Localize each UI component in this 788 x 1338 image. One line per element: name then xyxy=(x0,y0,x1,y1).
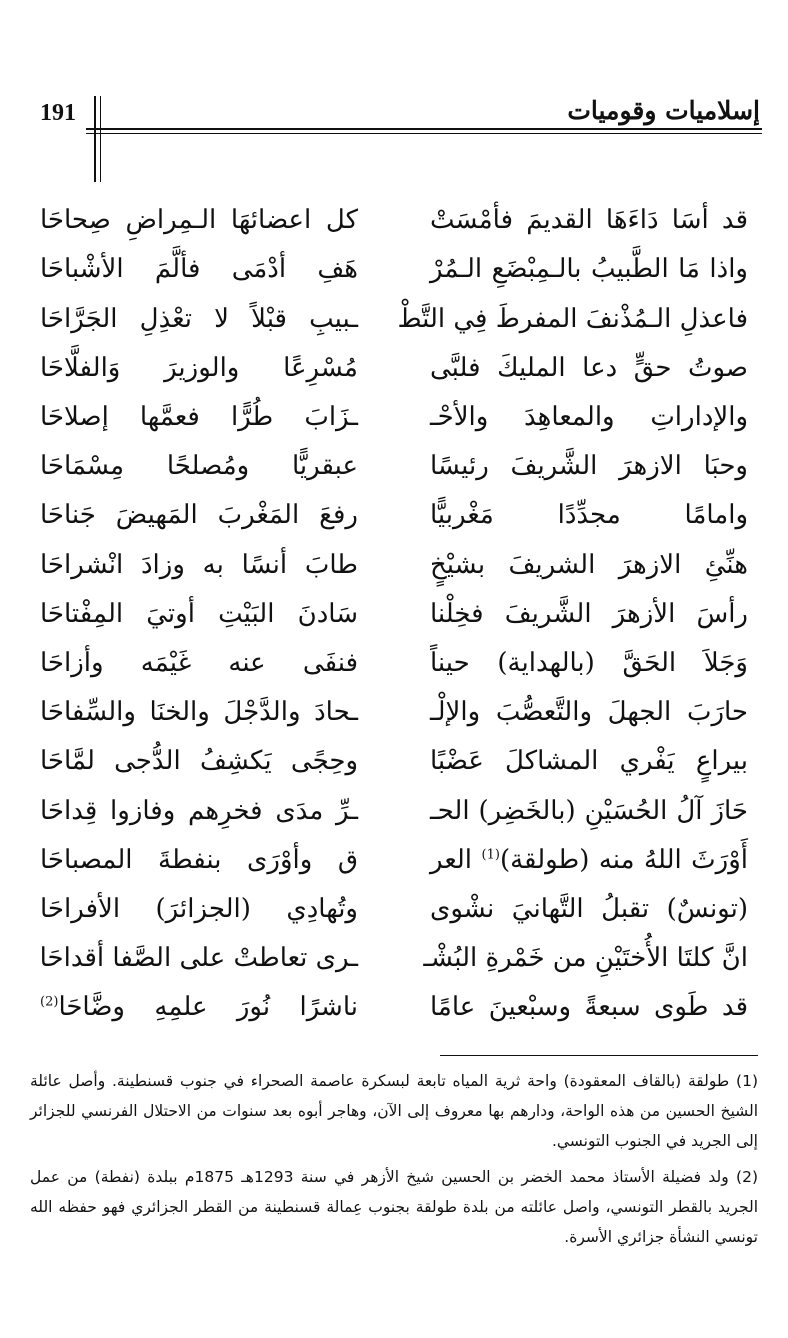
verse-first-hemistich: وحبَا الازهرَ الشَّريفَ رئيسًا xyxy=(430,451,748,482)
verse-first-hemistich: قد أسَا دَاءَهَا القديمَ فأمْسَتْ xyxy=(430,205,748,236)
verse xyxy=(40,688,748,737)
verse-first-hemistich: وَجَلاَ الحَقَّ (بالهداية) حيناً xyxy=(430,647,748,678)
verse-second-hemistich: كل اعضائهَا الـمِراضِ صِحاحَا xyxy=(40,205,358,236)
hemistich-text: ناشرًا نُورَ علمِهِ وضَّاحَا xyxy=(58,992,358,1023)
verse xyxy=(40,835,748,884)
verse-second-hemistich: ـرِّ مدَى فخرِهم وفازوا قِداحَا xyxy=(40,795,358,826)
verse xyxy=(40,344,748,393)
verse-second-hemistich: هَفِ أدْمَى فألَّمَ الأشْباحَا xyxy=(40,254,358,285)
hemistich-text-end: العر xyxy=(430,844,482,875)
verse xyxy=(40,934,748,983)
header-vertical-rule xyxy=(94,96,96,182)
verse xyxy=(40,196,748,245)
poem xyxy=(40,196,748,1032)
verse-second-hemistich: طابَ أنسًا به وزادَ انْشراحَا xyxy=(40,549,358,580)
verse-second-hemistich: عبقريًّا ومُصلحًا مِسْمَاحَا xyxy=(40,451,358,482)
verse xyxy=(40,491,748,540)
verse xyxy=(40,885,748,934)
verse-first-hemistich: والإداراتِ والمعاهِدَ والأحْـ xyxy=(430,402,748,433)
verse xyxy=(40,786,748,835)
verse-first-hemistich: فاعذلِ الـمُذْنفَ المفرطَ فِي التَّطْ xyxy=(397,303,748,334)
verse xyxy=(40,245,748,294)
verse-first-hemistich: قد طَوى سبعةً وسبْعينَ عامًا xyxy=(430,992,748,1023)
verse xyxy=(40,737,748,786)
verse-first-hemistich: (تونسٌ) تقبلُ التَّهانيَ نشْوى xyxy=(430,893,748,924)
verse-first-hemistich: رأسَ الأزهرَ الشَّريفَ فخِلْنا xyxy=(430,598,748,629)
verse-first-hemistich: وامامًا مجدِّدًا مَغْربيًّا xyxy=(430,500,748,531)
header-rule-thin xyxy=(86,133,762,134)
verse-second-hemistich: سَادنَ البَيْتِ أوتيَ المِفْتاحَا xyxy=(40,598,358,629)
verse-first-hemistich xyxy=(430,846,748,875)
verse xyxy=(40,639,748,688)
hemistich-text: أَوْرَثَ اللهُ منه (طولقة) xyxy=(499,844,748,875)
verse xyxy=(40,983,748,1032)
running-header-title: إسلاميات وقوميات xyxy=(567,96,760,125)
verse-first-hemistich: واذا مَا الطَّبيبُ بالـمِبْضَعِ الـمُرْ xyxy=(430,254,748,285)
verse-second-hemistich xyxy=(40,993,358,1022)
verse-second-hemistich: ـزَابَ طُرًّا فعمَّها إصلاحَا xyxy=(40,402,358,433)
verse-second-hemistich: ق وأوْرَى بنفطةَ المصباحَا xyxy=(40,844,358,875)
verse-second-hemistich: وتُهادِي (الجزائرَ) الأفراحَا xyxy=(40,893,358,924)
footnote-1: (1) طولقة (بالقاف المعقودة) واحة ثرية المياه تابعة لبسكرة عاصمة الصحراء في جنوب قسنطينة. وأصل عائلة الشيخ الحسين من هذه الواحة، ودارهم بها معروف إلى الآن، وهاجر أبوه بعد سنوات من الاحتلال الفرنسي للجزائر إلى الجريد في الجنوب التونسي. xyxy=(30,1072,758,1150)
verse xyxy=(40,393,748,442)
page-number: 191 xyxy=(40,100,76,126)
header-vertical-rule-thin xyxy=(100,96,101,182)
verse xyxy=(40,442,748,491)
verse-second-hemistich: ـرى تعاطتْ على الصَّفا أقداحَا xyxy=(39,943,358,974)
verse-first-hemistich: حَازَ آلُ الحُسَيْنِ (بالخَضِر) الحـ xyxy=(430,795,748,826)
footnote-separator xyxy=(440,1055,758,1056)
verse-first-hemistich: بيراعٍ يَفْري المشاكلَ عَضْبًا xyxy=(430,746,748,777)
footnote-marker: (1) xyxy=(481,847,500,863)
footnote-marker: (2) xyxy=(40,994,59,1010)
verse-second-hemistich: ـبيبِ قبْلاً لا تعْذِلِ الجَرَّاحَا xyxy=(40,303,358,334)
verse-first-hemistich: انَّ كلتَا الأُختَيْنِ من خَمْرةِ البُشْـ xyxy=(423,943,748,974)
verse xyxy=(40,294,748,343)
footnote-2: (2) ولد فضيلة الأستاذ محمد الخضر بن الحسين شيخ الأزهر في سنة 1293هـ 1875م ببلدة (نفطة) من عمل الجريد بالقطر التونسي، واصل عائلته من بلدة طولقة بجنوب عِمالة قسنطينة من القطر الجزائري فهو حفظه الله تونسي النشأة جزائري الأسرة. xyxy=(30,1168,758,1246)
verse-second-hemistich: رفعَ المَغْربَ المَهيضَ جَناحَا xyxy=(40,500,358,531)
verse xyxy=(40,540,748,589)
verse-second-hemistich: فنفَى عنه غَيْمَه وأزاحَا xyxy=(40,647,358,678)
verse-second-hemistich: ـحادَ والدَّجْلَ والخنَا والسِّفاحَا xyxy=(40,697,358,728)
verse-second-hemistich: وحِجًى يَكشِفُ الدُّجى لمَّاحَا xyxy=(40,746,358,777)
header-rule xyxy=(86,128,762,130)
verse xyxy=(40,590,748,639)
verse-first-hemistich: هنِّئِ الازهرَ الشريفَ بشيْخٍ xyxy=(430,549,748,580)
footnotes xyxy=(30,1066,758,1258)
verse-second-hemistich: مُسْرِعًا والوزيرَ وَالفلَّاحَا xyxy=(40,352,358,383)
verse-first-hemistich: صوتُ حقٍّ دعا المليكَ فلبَّى xyxy=(430,352,748,383)
verse-first-hemistich: حارَبَ الجهلَ والتَّعصُّبَ والإلْـ xyxy=(430,697,748,728)
